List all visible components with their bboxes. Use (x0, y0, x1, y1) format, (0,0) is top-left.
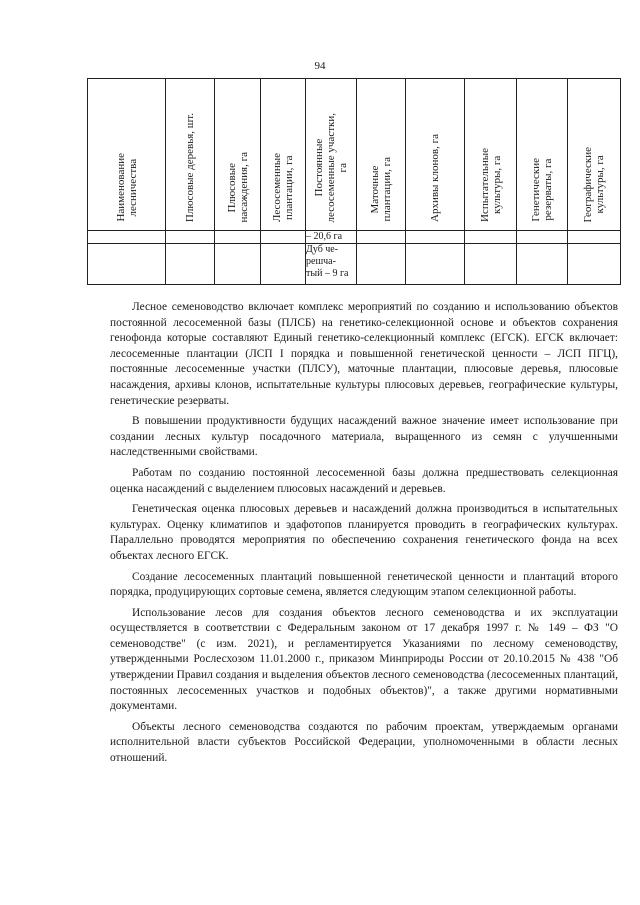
table-cell (88, 231, 166, 244)
paragraph: Генетическая оценка плюсовых деревьев и насаждений должна производиться в испытательных культурах. Оценку климатипов и эдафотопов планируется проводить в географических культурах. Параллельно проводятся мероприятия по обеспечению сохранения генетического фонда на всех объектах лесного ЕГСК. (110, 503, 618, 562)
col-permanent-seed-plots: Постоянные лесосеменные участки, га (306, 79, 357, 231)
seed-base-table (87, 78, 621, 285)
col-seed-orchards: Лесосеменные плантации, га (261, 79, 306, 231)
paragraph: Работам по созданию постоянной лесосеменной базы должна предшествовать селекционная оценка насаждений с выделением плюсовых насаждений и деревьев. (110, 466, 618, 495)
col-mother-plantations: Маточные плантации, га (357, 79, 406, 231)
table-cell: Дуб че- решча- тый – 9 га (306, 244, 357, 285)
table-cell (88, 244, 166, 285)
table-cell (261, 244, 306, 285)
table-row (88, 244, 621, 285)
col-plus-trees: Плюсовые деревья, шт. (166, 79, 215, 231)
col-genetic-reserves: Генетические резерваты, га (517, 79, 568, 231)
page-number: 94 (314, 60, 326, 72)
body-text (110, 300, 618, 772)
table-cell (215, 231, 261, 244)
col-clone-archives: Архивы клонов, га (406, 79, 465, 231)
table-cell (465, 231, 517, 244)
table-cell (517, 231, 568, 244)
table-cell (568, 244, 621, 285)
paragraph: Объекты лесного семеноводства создаются по рабочим проектам, утверждаемым органами исполнительной власти субъектов Российской Федерации, уполномоченными в области лесных отношений. (110, 720, 618, 765)
col-forestry-name: Наименование лесничества (88, 79, 166, 231)
paragraph: Использование лесов для создания объектов лесного семеноводства и их эксплуатации осуществляется в соответствии с Федеральным законом от 17 декабря 1997 г. № 149 – ФЗ "О семеноводстве" (с изм. 2021), и регламентируется Указаниями по лесному семеноводству, утвержденными Рослесхозом 11.01.2000 г., приказом Минприроды России от 20.10.2015 № 438 "Об утверждении Правил создания и выделения объектов лесного семеноводства (лесосеменных плантаций, постоянных лесосеменных участков и подобных объектов)", а также другими нормативными документами. (110, 606, 618, 713)
paragraph: Создание лесосеменных плантаций повышенной генетической ценности и плантаций второго порядка, продуцирующих сортовые семена, является следующим этапом селекционной работы. (110, 570, 618, 599)
table-cell (406, 244, 465, 285)
table-cell (357, 231, 406, 244)
table-cell (406, 231, 465, 244)
table-cell (357, 244, 406, 285)
table-cell (517, 244, 568, 285)
table-cell (166, 231, 215, 244)
table-cell (166, 244, 215, 285)
table-cell (215, 244, 261, 285)
paragraph: Лесное семеноводство включает комплекс мероприятий по созданию и использованию объектов постоянной лесосеменной базы (ПЛСБ) на генетико-селекционной основе и объектов сохранения генофонда которые составляют Единый генетико-селекционный комплекс (ЕГСК). ЕГСК включает: лесосеменные плантации (ЛСП I порядка и повышенной генетической ценности – ЛСП ПГЦ), постоянные лесосеменные участки (ПЛСУ), маточные плантации, плюсовые деревья, плюсовые насаждения, архивы клонов, испытательные культуры плюсовых деревьев, географические культуры, генетические резерваты. (110, 301, 618, 407)
table-header-row (88, 79, 621, 231)
table-cell (261, 231, 306, 244)
table-cell: – 20,6 га (306, 231, 357, 244)
col-test-cultures: Испытательные культуры, га (465, 79, 517, 231)
table-cell (465, 244, 517, 285)
paragraph: В повышении продуктивности будущих насаждений важное значение имеет использование при создании лесных культур посадочного материала, выращенного из семян с улучшенными наследственными свойствами. (110, 415, 618, 459)
table-row (88, 231, 621, 244)
col-geographic-cultures: Географические культуры, га (568, 79, 621, 231)
col-plus-stands: Плюсовые насаждения, га (215, 79, 261, 231)
table-cell (568, 231, 621, 244)
